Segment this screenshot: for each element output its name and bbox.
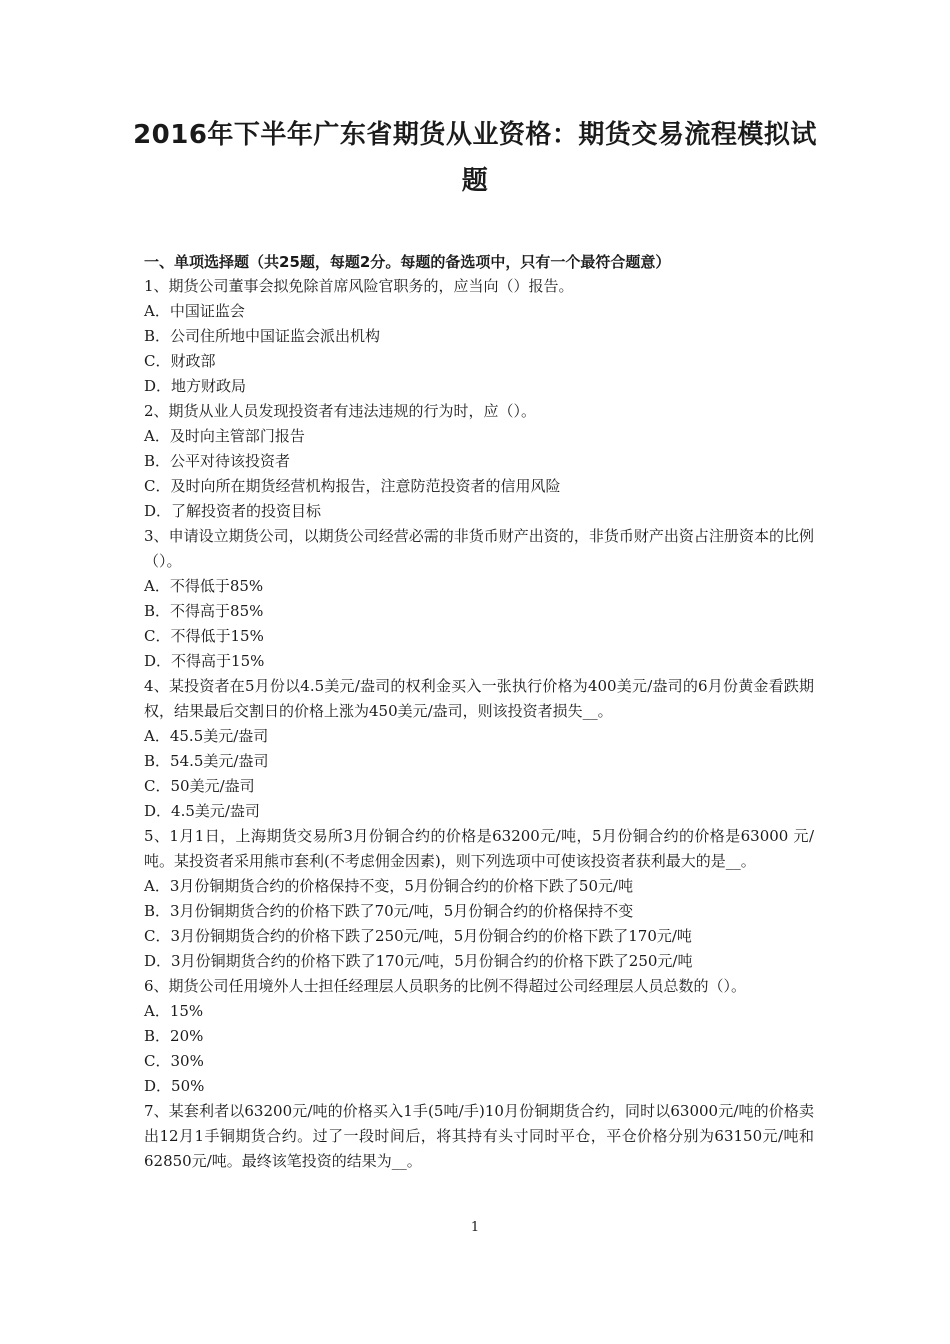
answer-option: B．54.5美元/盎司: [144, 752, 269, 770]
answer-option: C．不得低于15%: [144, 627, 264, 645]
document-title: 2016年下半年广东省期货从业资格：期货交易流程模拟试题: [133, 120, 817, 196]
question-block: [144, 399, 814, 524]
answer-option: A．及时向主管部门报告: [144, 427, 305, 445]
question-stem: 5、1月1日，上海期货交易所3月份铜合约的价格是63200元/吨，5月份铜合约的价格是63000 元/吨。某投资者采用熊市套利(不考虑佣金因素)，则下列选项中可使该投资者获利最大的是__。: [144, 827, 814, 870]
answer-option: A．15%: [144, 1002, 204, 1020]
answer-option: D．3月份铜期货合约的价格下跌了170元/吨，5月份铜合约的价格下跌了250元/吨: [144, 952, 693, 970]
question-stem: 4、某投资者在5月份以4.5美元/盎司的权利金买入一张执行价格为400美元/盎司的6月份黄金看跌期权，结果最后交割日的价格上涨为450美元/盎司，则该投资者损失__。: [144, 677, 814, 720]
answer-option: B．公平对待该投资者: [144, 452, 291, 470]
answer-option: B．公司住所地中国证监会派出机构: [144, 327, 381, 345]
answer-option: C．50美元/盎司: [144, 777, 255, 795]
answer-option: C．财政部: [144, 352, 216, 370]
question-block: [144, 674, 814, 824]
answer-option: D．了解投资者的投资目标: [144, 502, 322, 520]
answer-option: C．及时向所在期货经营机构报告，注意防范投资者的信用风险: [144, 477, 561, 495]
answer-option: D．4.5美元/盎司: [144, 802, 260, 820]
question-block: [144, 274, 814, 399]
answer-option: B．3月份铜期货合约的价格下跌了70元/吨，5月份铜合约的价格保持不变: [144, 902, 634, 920]
answer-option: A．3月份铜期货合约的价格保持不变，5月份铜合约的价格下跌了50元/吨: [144, 877, 634, 895]
answer-option: A．45.5美元/盎司: [144, 727, 269, 745]
question-stem: 7、某套利者以63200元/吨的价格买入1手(5吨/手)10月份铜期货合约，同时以63000元/吨的价格卖出12月1手铜期货合约。过了一段时间后，将其持有头寸同时平仓，平仓价格分别为63150元/吨和62850元/吨。最终该笔投资的结果为__。: [144, 1102, 814, 1170]
question-block: [144, 1099, 814, 1174]
answer-option: A．不得低于85%: [144, 577, 264, 595]
question-list: [144, 274, 814, 1174]
question-stem: 6、期货公司任用境外人士担任经理层人员职务的比例不得超过公司经理层人员总数的（）。: [144, 977, 747, 995]
answer-option: D．地方财政局: [144, 377, 247, 395]
question-block: [144, 524, 814, 674]
question-stem: 2、期货从业人员发现投资者有违法违规的行为时，应（）。: [144, 402, 537, 420]
answer-option: C．3月份铜期货合约的价格下跌了250元/吨，5月份铜合约的价格下跌了170元/吨: [144, 927, 692, 945]
question-stem: 1、期货公司董事会拟免除首席风险官职务的，应当向（）报告。: [144, 277, 574, 295]
answer-option: B．20%: [144, 1027, 204, 1045]
answer-option: B．不得高于85%: [144, 602, 264, 620]
section-heading: 一、单项选择题（共25题，每题2分。每题的备选项中，只有一个最符合题意）: [144, 253, 671, 271]
answer-option: D．50%: [144, 1077, 205, 1095]
question-stem: 3、申请设立期货公司，以期货公司经营必需的非货币财产出资的，非货币财产出资占注册资本的比例（）。: [144, 527, 814, 570]
question-block: [144, 974, 814, 1099]
answer-option: A．中国证监会: [144, 302, 245, 320]
answer-option: D．不得高于15%: [144, 652, 265, 670]
answer-option: C．30%: [144, 1052, 204, 1070]
page-number: 1: [470, 1220, 480, 1235]
question-block: [144, 824, 814, 974]
